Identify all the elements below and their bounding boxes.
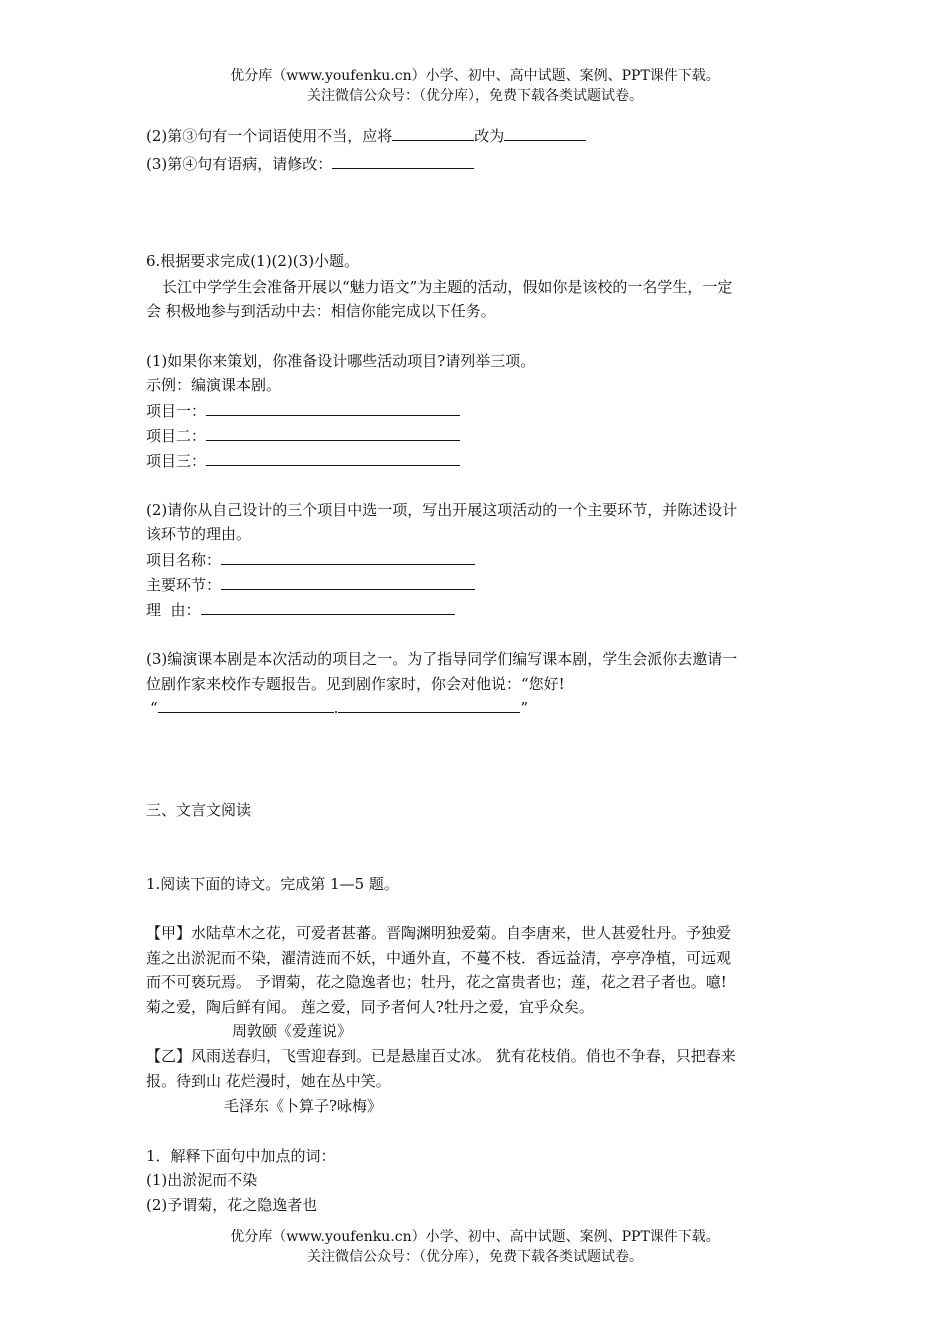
answer-blank[interactable] [201,600,455,615]
q6-part3-line2: 位剧作家来校作专题报告。见到剧作家时，你会对他说：“您好! [146,675,565,693]
passage-jia-line1: 【甲】水陆草木之花，可爱者甚蕃。晋陶渊明独爱菊。自李唐来，世人甚爱牡丹。予独爱 [146,924,732,942]
passage-jia-line2: 莲之出淤泥而不染，濯清涟而不妖，中通外直，不蔓不枝．香远益清，亭亭净植，可远观 [146,949,732,967]
page-footer-line2: 关注微信公众号：（优分库），免费下载各类试题试卷。 [307,1249,643,1265]
q5-item3-text: (3)第④句有语病，请修改： [146,155,333,173]
q6-reason [146,599,455,621]
q6-intro-line2: 会 积极地参与到活动中去：相信你能完成以下任务。 [146,302,496,320]
q6-example: 示例：编演课本剧。 [146,376,282,394]
answer-blank[interactable] [206,426,460,441]
answer-blank[interactable] [206,401,460,416]
answer-blank[interactable] [504,126,586,141]
section-title: 三、文言文阅读 [146,801,252,819]
answer-blank[interactable] [206,451,460,466]
page-footer-line1: 优分库（www.youfenku.cn）小学、初中、高中试题、案例、PPT课件下载。 [230,1229,720,1245]
answer-blank[interactable] [158,698,334,713]
period-mark: . [333,699,339,717]
q5-item2-text-b: 改为 [474,127,505,145]
answer-blank[interactable] [392,126,474,141]
q6-title: 6.根据要求完成(1)(2)(3)小题。 [146,252,360,270]
question-1-b: (2)予谓菊，花之隐逸者也 [146,1196,318,1214]
passage-jia-line3: 而不可亵玩焉。 予谓菊，花之隐逸者也；牡丹，花之富贵者也；莲，花之君子者也。噫! [146,973,727,991]
passage-jia-source: 周敦颐《爱莲说》 [232,1022,353,1040]
answer-blank[interactable] [221,575,475,590]
q6-part2-line1: (2)请你从自己设计的三个项目中选一项，写出开展这项活动的一个主要环节，并陈述设计 [146,501,738,519]
passage-yi-source: 毛泽东《卜算子?咏梅》 [224,1097,383,1115]
question-1-a: (1)出淤泥而不染 [146,1171,258,1189]
passage-yi-line1: 【乙】风雨送春归，飞雪迎春到。已是悬崖百丈冰。 犹有花枝俏。俏也不争春，只把春来 [146,1047,736,1065]
q6-part2-line2: 该环节的理由。 [146,525,252,543]
q6-part3-answer [150,697,528,719]
open-quote: “ [150,699,158,717]
answer-blank[interactable] [332,154,474,169]
q6-item1 [146,400,460,422]
answer-blank[interactable] [221,550,475,565]
passage-jia-line4: 菊之爱，陶后鲜有闻。 莲之爱，同予者何人?牡丹之爱，宜乎众矣。 [146,998,594,1016]
q6-item2 [146,425,460,447]
q5-item2 [146,125,586,147]
q6-reason-label: 理 由： [146,601,201,619]
q6-item1-label: 项目一： [146,402,207,420]
q6-intro-line1: 长江中学学生会准备开展以“魅力语文”为主题的活动，假如你是该校的一名学生，一定 [162,278,733,296]
page-header-line1: 优分库（www.youfenku.cn）小学、初中、高中试题、案例、PPT课件下载。 [230,68,720,84]
q6-project-name [146,549,475,571]
passage-yi-line2: 报。待到山 花烂漫时，她在丛中笑。 [146,1072,391,1090]
question-1: 1．解释下面句中加点的词： [146,1147,336,1165]
q6-item3 [146,450,460,472]
q6-main-step-label: 主要环节： [146,576,222,594]
q6-item3-label: 项目三： [146,452,207,470]
page-header-line2: 关注微信公众号：（优分库），免费下载各类试题试卷。 [307,88,643,104]
q5-item3 [146,153,474,175]
q6-part3-line1: (3)编演课本剧是本次活动的项目之一。为了指导同学们编写课本剧，学生会派你去邀请一 [146,650,738,668]
q6-part1: (1)如果你来策划，你准备设计哪些活动项目?请列举三项。 [146,352,536,370]
reading-instruction: 1.阅读下面的诗文。完成第 1—5 题。 [146,875,399,893]
q5-item2-text-a: (2)第③句有一个词语使用不当，应将 [146,127,393,145]
q6-main-step [146,574,475,596]
answer-blank[interactable] [338,698,520,713]
close-quote: ” [520,699,529,717]
q6-item2-label: 项目二： [146,427,207,445]
q6-project-name-label: 项目名称： [146,551,222,569]
